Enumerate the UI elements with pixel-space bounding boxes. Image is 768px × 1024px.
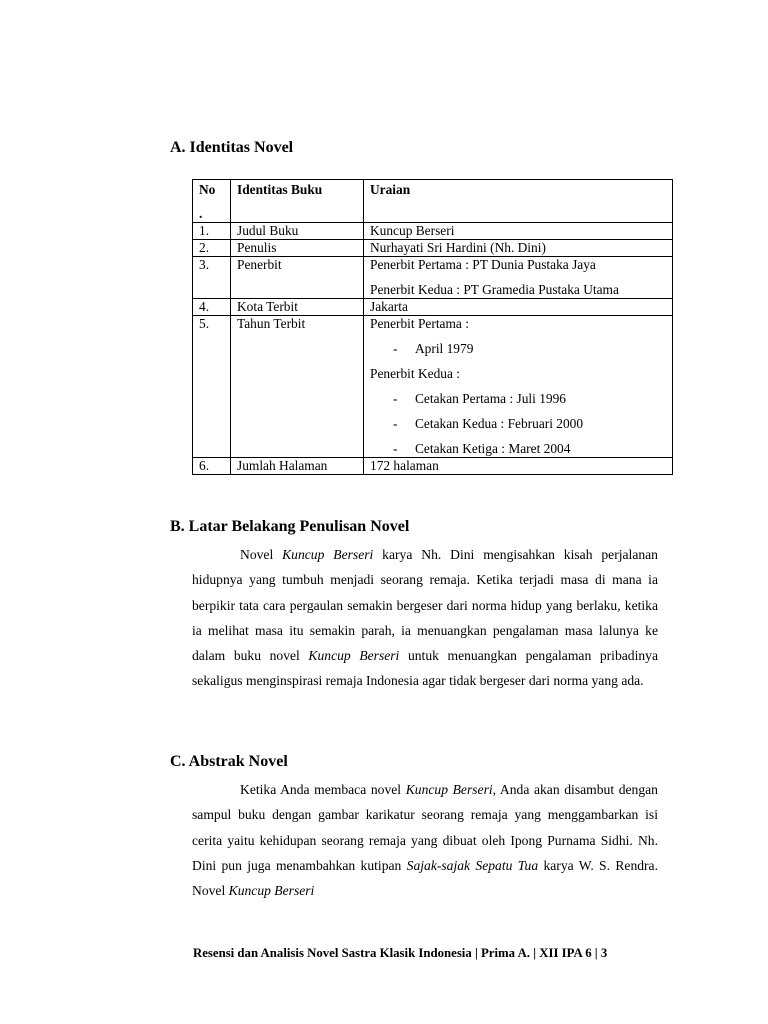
publisher-first: Penerbit Pertama : PT Dunia Pustaka Jaya	[370, 257, 596, 272]
novel-title: Kuncup Berseri	[405, 782, 493, 797]
header-uraian: Uraian	[364, 180, 673, 223]
table-row	[193, 257, 673, 299]
row-label: Jumlah Halaman	[231, 458, 364, 475]
table-row	[193, 240, 673, 257]
header-identitas: Identitas Buku	[231, 180, 364, 223]
novel-title: Kuncup Berseri	[228, 883, 315, 899]
row-value: 172 halaman	[364, 458, 673, 475]
row-value	[364, 316, 673, 458]
publisher-second: Penerbit Kedua : PT Gramedia Pustaka Utama	[370, 282, 619, 297]
row-value: Jakarta	[364, 299, 673, 316]
row-no: 4.	[193, 299, 231, 316]
year-second-label: Penerbit Kedua :	[370, 366, 460, 381]
row-label: Kota Terbit	[231, 299, 364, 316]
section-b-paragraph: Novel Kuncup Berseri karya Nh. Dini mengisahkan kisah perjalanan hidupnya yang tumbuh menjadi seorang remaja. Ketika terjadi masa di mana ia berpikir tata cara pergaulan semakin bergeser dari norma hidup yang berlaku, ketika ia melihat masa itu semakin parah, ia menuangkan pengalaman masa lalunya ke dalam buku novel Kuncup Berseri untuk menuangkan pengalaman pribadinya sekaligus menginspirasi remaja Indonesia agar tidak bergeser dari norma yang ada.	[192, 547, 658, 689]
section-b-heading: B. Latar Belakang Penulisan Novel	[170, 518, 410, 535]
row-no: 3.	[193, 257, 231, 299]
section-c-heading: C. Abstrak Novel	[170, 753, 288, 770]
poem-title: Sajak-sajak Sepatu Tua	[406, 857, 539, 873]
section-a-heading: A. Identitas Novel	[170, 139, 294, 156]
identity-table	[192, 179, 673, 475]
header-no: No .	[193, 180, 231, 223]
year-first-label: Penerbit Pertama :	[370, 316, 469, 331]
list-item: - Cetakan Pertama : Juli 1996	[393, 391, 566, 406]
row-label: Tahun Terbit	[231, 316, 364, 458]
table-row	[193, 223, 673, 240]
row-value	[364, 257, 673, 299]
table-row	[193, 299, 673, 316]
row-label: Penulis	[231, 240, 364, 257]
table-row	[193, 458, 673, 475]
novel-title: Kuncup Berseri	[282, 547, 374, 562]
row-value: Kuncup Berseri	[364, 223, 673, 240]
list-item: - Cetakan Kedua : Februari 2000	[393, 416, 584, 431]
section-c-paragraph: Ketika Anda membaca novel Kuncup Berseri, Anda akan disambut dengan sampul buku dengan gambar karikatur seorang remaja yang menggambarkan isi cerita yaitu kehidupan seorang remaja yang dibuat oleh Ipong Purnama Sidhi. Nh. Dini pun juga menambahkan kutipan Sajak-sajak Sepatu Tua karya W. S. Rendra. Novel Kuncup Berseri	[192, 782, 658, 899]
page-footer: Resensi dan Analisis Novel Sastra Klasik Indonesia | Prima A. | XII IPA 6 | 3	[193, 946, 608, 960]
row-label: Penerbit	[231, 257, 364, 299]
row-no: 5.	[193, 316, 231, 458]
row-no: 2.	[193, 240, 231, 257]
row-no: 6.	[193, 458, 231, 475]
row-value: Nurhayati Sri Hardini (Nh. Dini)	[364, 240, 673, 257]
list-item: - April 1979	[393, 341, 474, 356]
row-label: Judul Buku	[231, 223, 364, 240]
table-header-row	[193, 180, 673, 223]
list-item: - Cetakan Ketiga : Maret 2004	[393, 441, 571, 456]
table-row	[193, 316, 673, 458]
row-no: 1.	[193, 223, 231, 240]
novel-title: Kuncup Berseri	[308, 648, 400, 664]
